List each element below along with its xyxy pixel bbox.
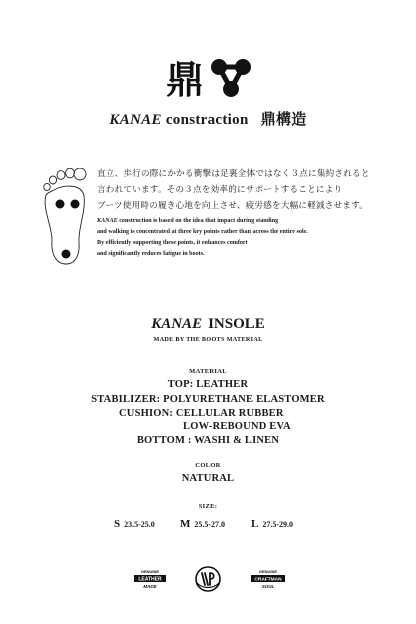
- en-description-line: and walking is concentrated at three key points rather than across the entire sole.: [97, 229, 308, 235]
- craft-emblem-icon: [193, 565, 223, 593]
- material-heading: MATERIAL: [189, 368, 227, 375]
- genuine-leather-badge: [132, 566, 168, 592]
- en-description-line: and significantly reduces fatigue in boots.: [97, 251, 205, 257]
- genuine-craftman-badge: [250, 566, 286, 592]
- size-heading: SIZE:: [198, 503, 218, 510]
- badge-top-text: GENUINE: [140, 569, 160, 574]
- badge-top-text: GENUINE: [258, 569, 278, 574]
- badge-middle-text: LEATHER: [138, 576, 162, 583]
- size-range: 27.5-29.0: [262, 520, 294, 529]
- en-line1-text: construction is based on the idea that impact during standing: [117, 218, 279, 224]
- size-letter: L: [251, 518, 259, 530]
- material-cushion: CUSHION: CELLULAR RUBBER: [119, 408, 284, 419]
- insole-word: INSOLE: [208, 316, 265, 332]
- material-bottom: BOTTOM : WASHI & LINEN: [136, 435, 280, 446]
- japanese-title: 鼎構造: [260, 112, 307, 128]
- size-letter: S: [114, 518, 121, 530]
- construction-title: [0, 108, 416, 129]
- kanae-logo: [163, 58, 253, 100]
- badge-bottom-text: SOUL: [261, 584, 275, 589]
- jp-description-line: ブーツ使用時の履き心地を向上させ、疲労感を大幅に軽減させます。: [97, 200, 369, 210]
- badge-bottom-text: MADE: [143, 584, 157, 589]
- en-brand: KANAE: [97, 218, 118, 224]
- foot-sole-icon: [38, 168, 88, 268]
- insole-title: [0, 316, 416, 333]
- color-value: NATURAL: [181, 473, 235, 484]
- en-description-line: By efficiently supporting these points, it enhances comfort: [97, 240, 248, 246]
- brand-name: KANAE: [109, 112, 162, 128]
- size-range: 25.5-27.0: [194, 520, 226, 529]
- en-description-line: [97, 218, 278, 224]
- size-l: [251, 514, 293, 532]
- material-stabilizer: STABILIZER: POLYURETHANE ELASTOMER: [91, 394, 325, 405]
- kanae-kanji-mark: 鼎: [165, 58, 205, 100]
- insole-brand: KANAE: [151, 316, 203, 332]
- size-range: 23.5-25.0: [124, 520, 155, 529]
- size-letter: M: [180, 518, 191, 530]
- material-cushion-eva: LOW-REBOUND EVA: [183, 421, 291, 432]
- title-subtitle: constraction: [165, 112, 249, 128]
- jp-description-line: 言われています。その３点を効率的にサポートすることにより: [97, 184, 343, 194]
- material-top: TOP: LEATHER: [167, 379, 249, 390]
- size-s: [114, 514, 155, 532]
- badge-middle-text: CRAFTMAN: [254, 577, 282, 583]
- insole-subtitle: MADE BY THE BOOTS MATERIAL: [153, 336, 263, 343]
- color-heading: COLOR: [195, 462, 221, 469]
- triangle-dots-icon: [211, 59, 251, 97]
- size-m: [180, 514, 225, 532]
- jp-description-line: 直立、歩行の際にかかる衝撃は足裏全体ではなく３点に集約されると: [97, 168, 370, 178]
